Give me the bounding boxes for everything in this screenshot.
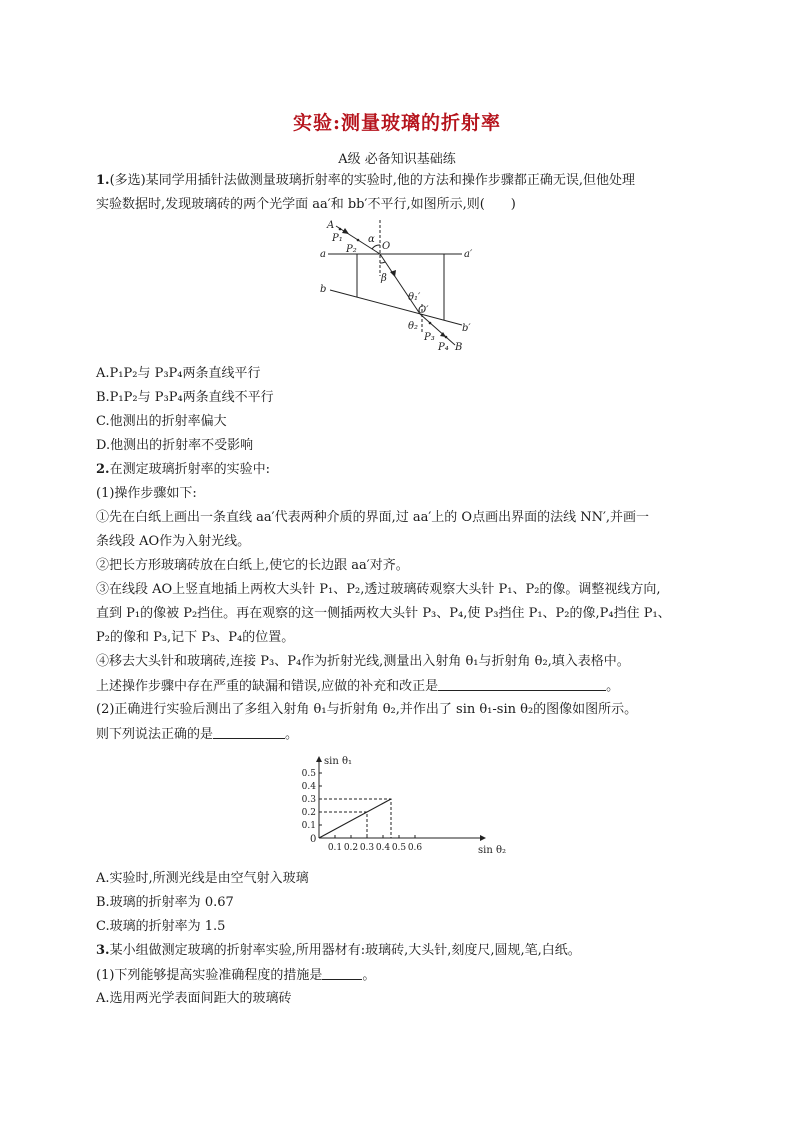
- q2-sub2b: 则下列说法正确的是 。: [96, 727, 299, 742]
- label-b: b: [320, 284, 327, 295]
- page-title: 实验:测量玻璃的折射率: [292, 112, 501, 134]
- label-A: A: [327, 220, 335, 231]
- origin-label: 0: [310, 834, 317, 845]
- q3-stem: 3.某小组做测定玻璃的折射率实验,所用器材有:玻璃砖,大头针,刻度尺,圆规,笔,白纸。: [96, 943, 581, 958]
- q1-option-b: B.P₁P₂与 P₃P₄两条直线不平行: [96, 390, 274, 405]
- sin-theta-chart: [290, 756, 510, 858]
- level-heading: A级 必备知识基础练: [338, 152, 456, 167]
- answer-blank[interactable]: [322, 967, 362, 980]
- q2-sub1: (1)操作步骤如下:: [96, 486, 197, 501]
- q2-option-b: B.玻璃的折射率为 0.67: [96, 895, 234, 910]
- q1-option-d: D.他测出的折射率不受影响: [96, 438, 254, 453]
- q2-step1b: 条线段 AO作为入射光线。: [96, 534, 251, 549]
- x-tick-label: 0.3: [359, 843, 375, 853]
- q2-stem: 2.在测定玻璃折射率的实验中:: [96, 462, 270, 477]
- answer-blank[interactable]: [213, 726, 285, 739]
- label-O: O: [382, 241, 391, 252]
- y-tick-label: 0.1: [301, 821, 316, 831]
- y-axis-label: sin θ₁: [324, 756, 352, 767]
- q2-step2: ②把长方形玻璃砖放在白纸上,使它的长边跟 aa′对齐。: [96, 558, 409, 573]
- q2-step1a: ①先在白纸上画出一条直线 aa′代表两种介质的界面,过 aa′上的 O点画出界面的法线 NN′,并画一: [96, 510, 650, 525]
- label-b-prime: b′: [462, 323, 471, 334]
- label-theta1: θ₁′: [408, 292, 421, 303]
- label-a-prime: a′: [464, 249, 473, 260]
- refraction-diagram: [312, 214, 512, 360]
- q3-sub1: (1)下列能够提高实验准确程度的措施是 。: [96, 968, 376, 983]
- q2-step3c: P₂的像和 P₃,记下 P₃、P₄的位置。: [96, 630, 295, 645]
- q2-step3a: ③在线段 AO上竖直地插上两枚大头针 P₁、P₂,透过玻璃砖观察大头针 P₁、P₂的像。调整视线方向,: [96, 582, 661, 597]
- q1-option-a: A.P₁P₂与 P₃P₄两条直线平行: [96, 366, 261, 381]
- x-tick-label: 0.6: [407, 843, 423, 853]
- x-tick-label: 0.1: [327, 843, 343, 853]
- q2-step5: 上述操作步骤中存在严重的缺漏和错误,应做的补充和改正是 。: [96, 679, 620, 694]
- label-P3: P₃: [424, 332, 435, 343]
- q1-number: 1.: [96, 173, 110, 188]
- y-axis-arrow: [316, 756, 322, 762]
- label-P1: P₁: [332, 233, 343, 244]
- label-a: a: [320, 249, 326, 260]
- y-tick-label: 0.5: [301, 769, 316, 779]
- q2-number: 2.: [96, 462, 110, 477]
- label-P2: P₂: [346, 244, 357, 255]
- x-axis-label: sin θ₂: [478, 845, 506, 856]
- q1-line2: 实验数据时,发现玻璃砖的两个光学面 aa′和 bb′不平行,如图所示,则( ): [96, 197, 516, 212]
- label-beta: β: [381, 273, 387, 284]
- x-tick-label: 0.5: [391, 843, 407, 853]
- x-axis-arrow: [480, 835, 486, 841]
- q3-option-a: A.选用两光学表面间距大的玻璃砖: [96, 991, 292, 1006]
- q1-line1: 1.(多选)某同学用插针法做测量玻璃折射率的实验时,他的方法和操作步骤都正确无误,但他处理: [96, 173, 635, 188]
- label-P4: P₄: [438, 342, 449, 353]
- q2-step4: ④移去大头针和玻璃砖,连接 P₃、P₄作为折射光线,测量出入射角 θ₁与折射角 θ₂,填入表格中。: [96, 654, 630, 669]
- label-O-prime: O′: [418, 305, 429, 316]
- series-line: [319, 799, 391, 838]
- q2-sub2a: (2)正确进行实验后测出了多组入射角 θ₁与折射角 θ₂,并作出了 sin θ₁-sin θ₂的图像如图所示。: [96, 702, 638, 717]
- x-tick-label: 0.2: [343, 843, 359, 853]
- q2-option-c: C.玻璃的折射率为 1.5: [96, 919, 226, 934]
- q2-step3b: 直到 P₁的像被 P₂挡住。再在观察的这一侧插两枚大头针 P₃、P₄,使 P₃挡住 P₁、P₂的像,P₄挡住 P₁、: [96, 606, 671, 621]
- q2-option-a: A.实验时,所测光线是由空气射入玻璃: [96, 871, 309, 886]
- answer-blank[interactable]: [438, 678, 606, 691]
- label-B: B: [455, 342, 463, 353]
- label-theta2: θ₂: [408, 321, 419, 332]
- x-tick-label: 0.4: [375, 843, 391, 853]
- y-tick-label: 0.2: [301, 808, 316, 818]
- q3-number: 3.: [96, 943, 110, 958]
- label-alpha: α: [368, 234, 375, 245]
- q1-option-c: C.他测出的折射率偏大: [96, 414, 227, 429]
- surface-bb: [330, 290, 462, 325]
- y-tick-label: 0.3: [301, 795, 316, 805]
- y-tick-label: 0.4: [301, 782, 316, 792]
